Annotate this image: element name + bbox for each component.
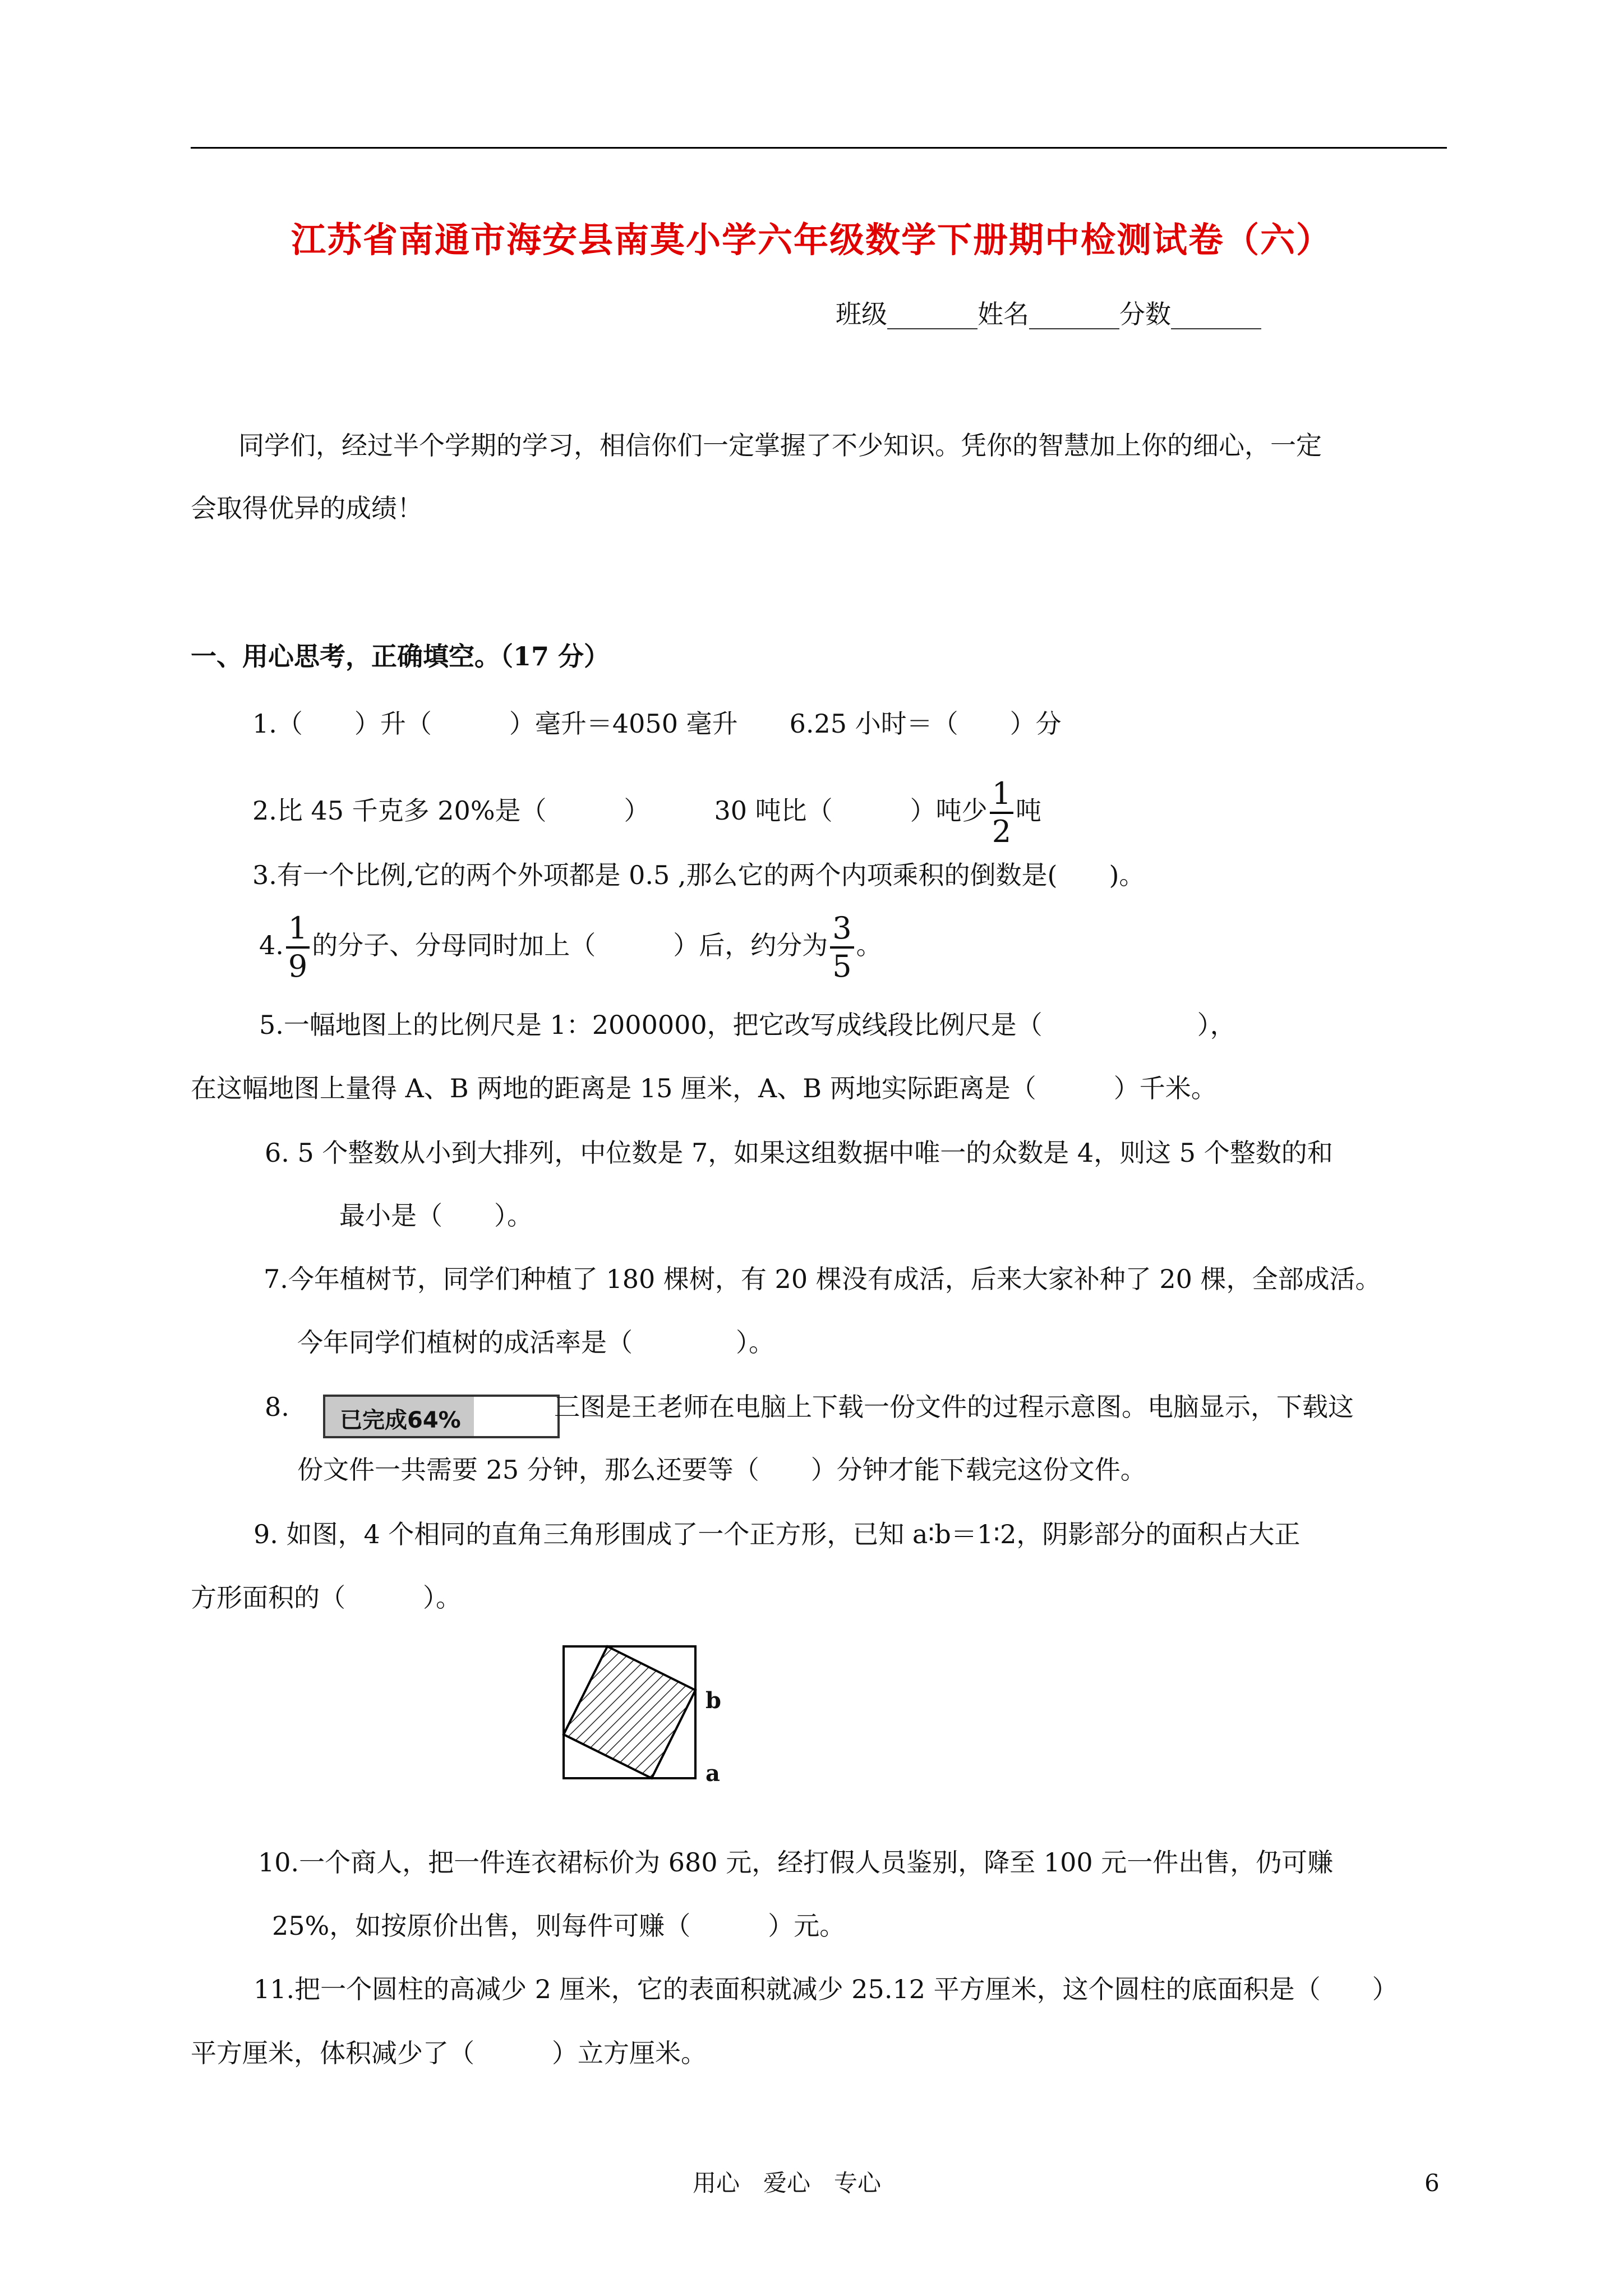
question-9-line-1: 9. 如图，4 个相同的直角三角形围成了一个正方形，已知 a∶b＝1∶2，阴影部分的面积占大正 — [253, 1519, 1301, 1549]
question-10-line-1: 10.一个商人，把一件连衣裙标价为 680 元，经打假人员鉴别，降至 100 元一件出售，仍可赚 — [258, 1847, 1334, 1878]
header-rule — [191, 147, 1447, 149]
square-figure — [555, 1638, 746, 1801]
fraction-numerator: 3 — [830, 910, 854, 949]
question-2-unit: 吨 — [1016, 795, 1042, 826]
progress-label: 已完成64% — [340, 1407, 461, 1433]
question-3: 3.有一个比例,它的两个外项都是 0.5 ,那么它的两个内项乘积的倒数是( )。 — [252, 860, 1145, 890]
question-1: 1.（ ）升（ ）毫升＝4050 毫升 6.25 小时＝（ ）分 — [252, 708, 1062, 739]
question-6-line-1: 6. 5 个整数从小到大排列，中位数是 7，如果这组数据中唯一的众数是 4，则这 5 个整数的和 — [265, 1138, 1333, 1168]
question-4 — [259, 906, 882, 984]
question-11-line-1: 11.把一个圆柱的高减少 2 厘米，它的表面积就减少 25.12 平方厘米，这个圆柱的底面积是（ ） — [253, 1974, 1398, 2004]
question-2-text: 2.比 45 千克多 20%是（ ） 30 吨比（ ）吨少 — [252, 795, 988, 826]
page-number: 6 — [1424, 2169, 1440, 2197]
label-b: b — [706, 1687, 721, 1714]
fraction-three-fifths — [830, 910, 854, 984]
intro-line-1: 同学们，经过半个学期的学习，相信你们一定掌握了不少知识。凭你的智慧加上你的细心，一定 — [238, 430, 1322, 461]
page-title: 江苏省南通市海安县南莫小学六年级数学下册期中检测试卷（六） — [291, 219, 1332, 260]
fraction-numerator: 1 — [286, 910, 310, 949]
intro-line-2: 会取得优异的成绩！ — [191, 493, 423, 523]
download-progress-bar — [323, 1395, 560, 1438]
fraction-one-ninth — [286, 910, 310, 984]
fraction-denominator: 9 — [288, 949, 308, 984]
question-6-line-2: 最小是（ ）。 — [339, 1200, 533, 1231]
fraction-numerator: 1 — [990, 776, 1013, 814]
question-7-line-2: 今年同学们植树的成活率是（ ）。 — [297, 1327, 774, 1358]
footer-motto: 用心 爱心 专心 — [693, 2169, 882, 2197]
question-10-line-2: 25%，如按原价出售，则每件可赚（ ）元。 — [272, 1911, 846, 1941]
fraction-denominator: 2 — [992, 814, 1012, 849]
shaded-inner-square — [564, 1646, 695, 1778]
question-4-text: 的分子、分母同时加上（ ）后，约分为 — [312, 930, 828, 960]
question-5-line-1: 5.一幅地图上的比例尺是 1：2000000，把它改写成线段比例尺是（ ）， — [259, 1010, 1236, 1040]
fraction-denominator: 5 — [832, 949, 852, 984]
label-a: a — [706, 1760, 720, 1787]
fraction-one-half — [990, 776, 1013, 850]
question-2 — [252, 771, 1041, 850]
question-4-number: 4. — [259, 930, 284, 960]
question-5-line-2: 在这幅地图上量得 A、B 两地的距离是 15 厘米，A、B 两地实际距离是（ ）千米。 — [191, 1073, 1217, 1103]
question-11-line-2: 平方厘米，体积减少了（ ）立方厘米。 — [191, 2038, 707, 2068]
question-8-number: 8. — [265, 1392, 289, 1422]
question-4-end: 。 — [856, 930, 882, 960]
question-7-line-1: 7.今年植树节，同学们种植了 180 棵树，有 20 棵没有成活，后来大家补种了 20 棵，全部成活。 — [264, 1264, 1381, 1294]
section-1-heading: 一、用心思考，正确填空。（17 分） — [191, 641, 610, 671]
student-info: 班级_______姓名_______分数_______ — [836, 299, 1261, 329]
question-9-line-2: 方形面积的（ ）。 — [191, 1582, 462, 1613]
question-8-line-2: 份文件一共需要 25 分钟，那么还要等（ ）分钟才能下载完这份文件。 — [297, 1455, 1146, 1485]
question-8-line-1: 三图是王老师在电脑上下载一份文件的过程示意图。电脑显示，下载这 — [554, 1392, 1354, 1422]
